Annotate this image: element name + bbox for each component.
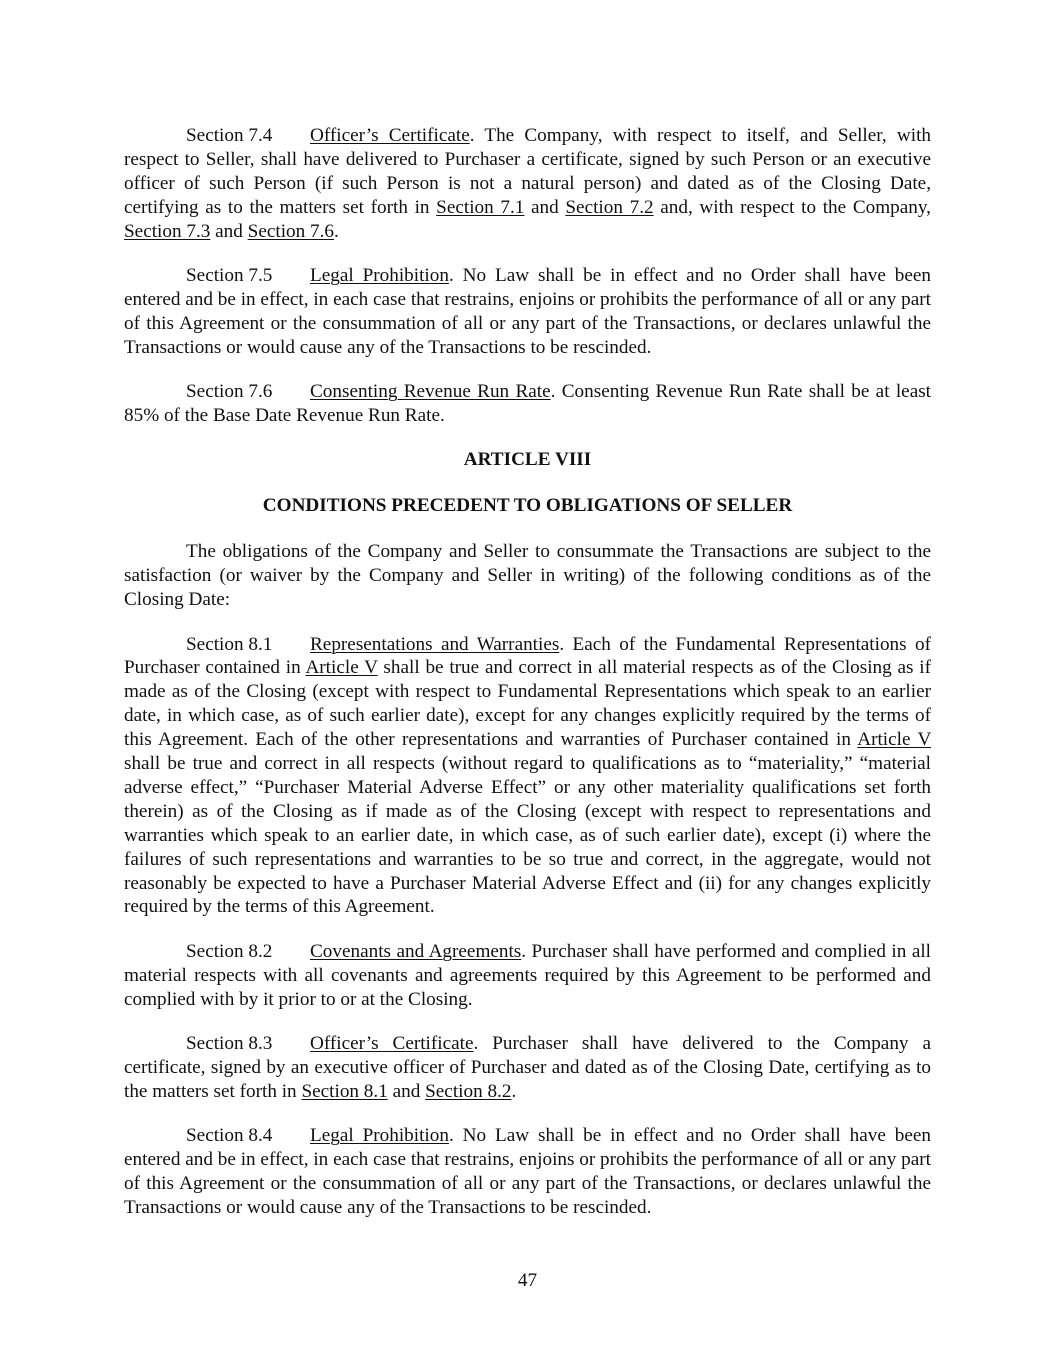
section-number: Section 8.4 xyxy=(186,1125,273,1147)
cross-reference: Section 7.1 xyxy=(436,196,525,218)
document-page xyxy=(124,124,931,1220)
cross-reference: Section 7.3 xyxy=(124,220,211,242)
section-8-2: Section 8.2 Covenants and Agreements. Purchaser shall have performed and complied in all material respects with all covenants and agreements required by this Agreement to be performed and complied with by it prior to or at the Closing. xyxy=(124,940,931,1010)
section-8-4: Section 8.4 Legal Prohibition. No Law shall be in effect and no Order shall have been entered and be in effect, in each case that restrains, enjoins or prohibits the performance of all or any part of this Agreement or the consummation of all or any part of the Transactions, or declares unlawful the Transactions or would cause any of the Transactions to be rescinded. xyxy=(124,1125,931,1219)
cross-reference: Section 8.1 xyxy=(301,1080,388,1102)
article-heading: ARTICLE VIII xyxy=(463,449,592,471)
section-8-3: Section 8.3 Officer’s Certificate. Purchaser shall have delivered to the Company a certificate, signed by an executive officer of Purchaser and dated as of the Closing Date, certifying as to the matters set forth in Section 8.1 and Section 8.2. xyxy=(124,1033,931,1102)
cross-reference: Article V xyxy=(857,729,931,751)
article-subheading: CONDITIONS PRECEDENT TO OBLIGATIONS OF SELLER xyxy=(262,495,793,517)
cross-reference: Section 8.2 xyxy=(425,1080,512,1102)
cross-reference: Section 7.6 xyxy=(247,220,334,242)
section-title: Officer’s Certificate xyxy=(310,125,470,146)
article-intro: The obligations of the Company and Seller to consummate the Transactions are subject to the satisfaction (or waiver by the Company and Seller in writing) of the following conditions as of the Closing Date: xyxy=(124,541,931,611)
cross-reference: Article V xyxy=(305,657,378,679)
page-number: 47 xyxy=(517,1270,538,1291)
section-number: Section 7.5 xyxy=(186,265,273,287)
section-title: Representations and Warranties xyxy=(310,633,560,655)
section-title: Officer’s Certificate xyxy=(310,1033,474,1055)
section-title: Legal Prohibition xyxy=(310,1125,449,1147)
section-number: Section 8.1 xyxy=(186,633,273,655)
section-7-5: Section 7.5 Legal Prohibition. No Law shall be in effect and no Order shall have been entered and be in effect, in each case that restrains, enjoins or prohibits the performance of all or any part of this Agreement or the consummation of all or any part of the Transactions, or declares unlawful the Transactions or would cause any of the Transactions to be rescinded. xyxy=(124,265,931,358)
section-number: Section 8.2 xyxy=(186,940,273,962)
section-title: Consenting Revenue Run Rate xyxy=(310,381,551,403)
section-title: Legal Prohibition xyxy=(310,265,449,287)
section-number: Section 7.4 xyxy=(186,125,273,146)
section-title: Covenants and Agreements xyxy=(310,940,522,962)
section-8-1: Section 8.1 Representations and Warranties. Each of the Fundamental Representations of Purchaser contained in Article V shall be true and correct in all material respects as of the Closing as if made as of the Closing (except with respect to Fundamental Representations which speak to an earlier date, in which case, as of such earlier date), except for any changes explicitly required by the terms of this Agreement. Each of the other representations and warranties of Purchaser contained in Article V shall be true and correct in all respects (without regard to qualifications as to “materiality,” “material adverse effect,” “Purchaser Material Adverse Effect” or any other materiality qualifications set forth therein) as of the Closing as if made as of the Closing (except with respect to representations and warranties which speak to an earlier date, in which case, as of such earlier date), except (i) where the failures of such representations and warranties to be so true and correct, in the aggregate, would not reasonably be expected to have a Purchaser Material Adverse Effect and (ii) for any changes explicitly required by the terms of this Agreement. xyxy=(124,633,932,918)
section-number: Section 8.3 xyxy=(186,1033,273,1055)
cross-reference: Section 7.2 xyxy=(565,196,654,218)
section-number: Section 7.6 xyxy=(186,381,273,403)
section-7-6: Section 7.6 Consenting Revenue Run Rate. Consenting Revenue Run Rate shall be at least 85% of the Base Date Revenue Run Rate. xyxy=(124,381,932,427)
section-7-4: Section 7.4 Officer’s Certificate. The Company, with respect to itself, and Seller, with respect to Seller, shall have delivered to Purchaser a certificate, signed by such Person or an executive officer of such Person (if such Person is not a natural person) and dated as of the Closing Date, certifying as to the matters set forth in Section 7.1 and Section 7.2 and, with respect to the Company, Section 7.3 and Section 7.6. xyxy=(124,125,931,242)
